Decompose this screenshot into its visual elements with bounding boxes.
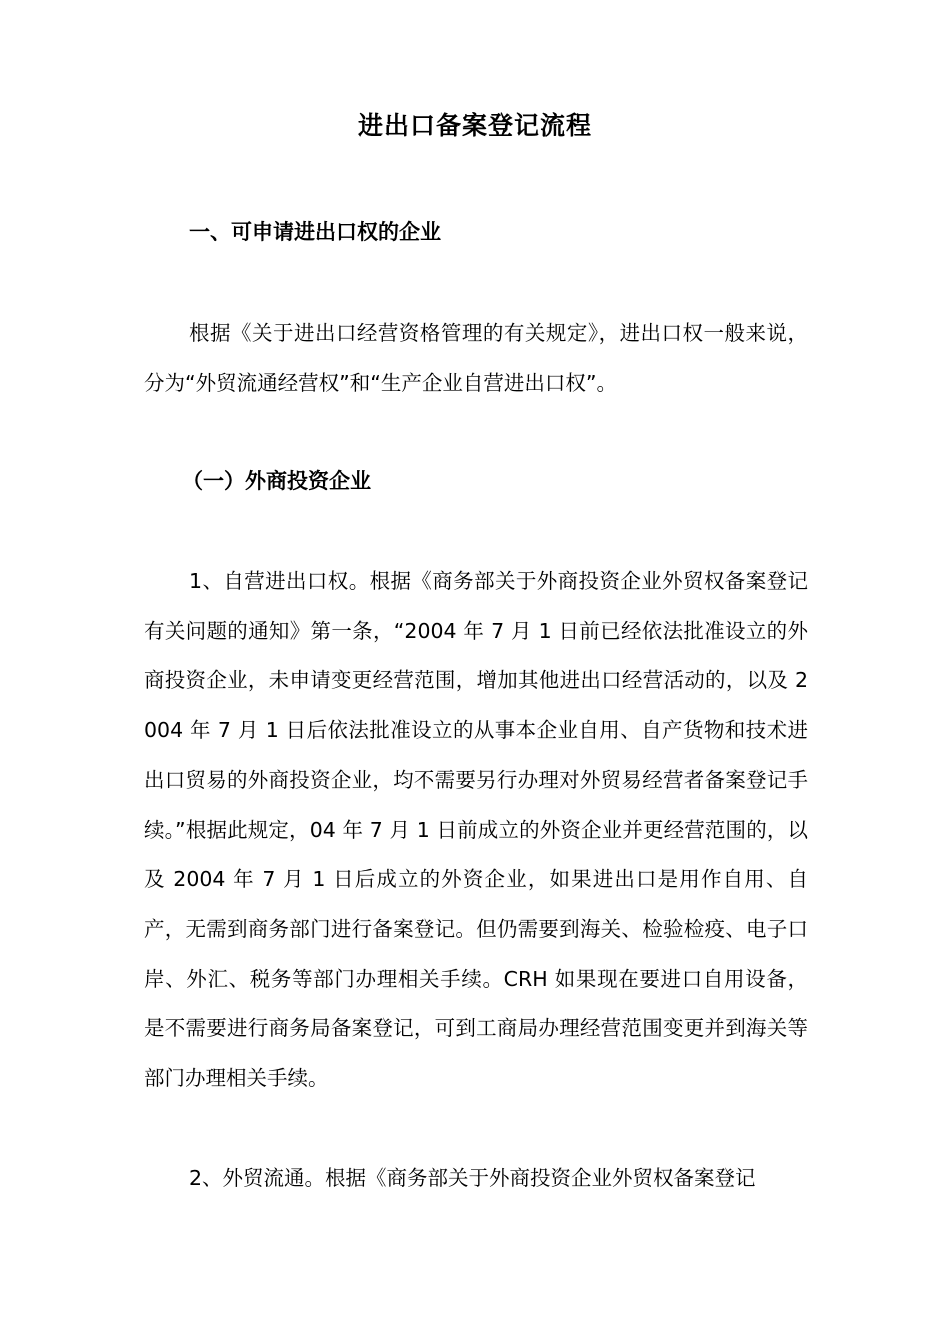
paragraph-self-operated-rights: 1、自营进出口权。根据《商务部关于外商投资企业外贸权备案登记有关问题的通知》第一条，“2004 年 7 月 1 日前已经依法批准设立的外商投资企业，未申请变更经营范围，增加其他进出口经营活动的，以及 2004 年 7 月 1 日后依法批准设立的从事本企业自用、自产货物和技术进出口贸易的外商投资企业，均不需要另行办理对外贸易经营者备案登记手续。”根据此规定，04 年 7 月 1 日前成立的外资企业并更经营范围的，以及 2004 年 7 月 1 日后成立的外资企业，如果进出口是用作自用、自产，无需到商务部门进行备案登记。但仍需要到海关、检验检疫、电子口岸、外汇、税务等部门办理相关手续。CRH 如果现在要进口自用设备，是不需要进行商务局备案登记，可到工商局办理经营范围变更并到海关等部门办理相关手续。 (144, 569, 808, 1091)
section-heading-enterprises: 一、可申请进出口权的企业 (189, 220, 441, 244)
subsection-heading-foreign-invested: （一）外商投资企业 (182, 469, 371, 493)
document-title: 进出口备案登记流程 (357, 111, 592, 140)
paragraph-regulation-intro: 根据《关于进出口经营资格管理的有关规定》，进出口权一般来说，分为“外贸流通经营权”和“生产企业自营进出口权”。 (144, 321, 808, 395)
paragraph-foreign-trade-circulation: 2、外贸流通。根据《商务部关于外商投资企业外贸权备案登记 (189, 1166, 756, 1190)
